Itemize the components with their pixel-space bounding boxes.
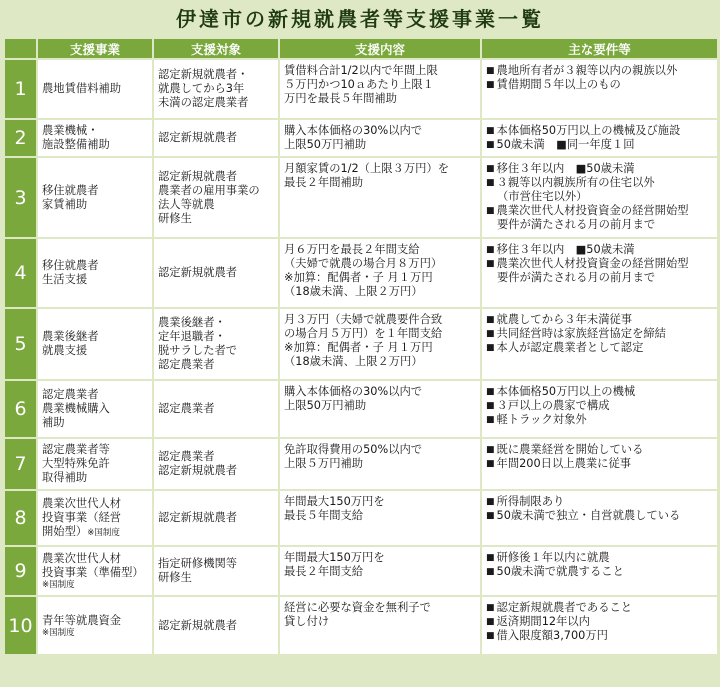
project-line: 農業後継者 [42, 330, 99, 343]
content-line: 上限50万円補助 [284, 138, 367, 151]
table-row [5, 158, 717, 237]
project-line: 農業機械購入 [42, 402, 110, 415]
target-line: 認定農業者 [158, 402, 215, 415]
national-note: ※国制度 [87, 527, 120, 538]
target-cell [154, 158, 278, 237]
requirement-item: ■ 所得制限あり [486, 495, 713, 509]
content-cell [280, 309, 480, 379]
content-line: 最長２年間支給 [284, 565, 364, 578]
project-cell [38, 491, 152, 545]
target-line: 就農してから3年 [158, 82, 245, 95]
header-target: 支援対象 [154, 39, 278, 58]
content-cell [280, 597, 480, 654]
requirement-item: ■ 就農してから３年未満従事 [486, 313, 713, 327]
row-number: 1 [5, 60, 36, 118]
target-cell [154, 60, 278, 118]
target-line: 脱サラした者で [158, 344, 238, 357]
target-cell [154, 547, 278, 595]
content-cell [280, 439, 480, 489]
project-cell [38, 158, 152, 237]
support-table [3, 37, 719, 656]
content-cell [280, 158, 480, 237]
target-line: 認定新規就農者 [158, 511, 238, 524]
table-row [5, 60, 717, 118]
requirement-item: ■ 既に農業経営を開始している [486, 443, 713, 457]
target-cell [154, 597, 278, 654]
project-line: 家賃補助 [42, 197, 88, 211]
table-row [5, 120, 717, 156]
target-line: 農業者の雇用事業の [158, 183, 260, 197]
content-line: 最長５年間支給 [284, 509, 364, 522]
project-line: 投資事業（経営 [42, 510, 122, 524]
project-line: 農業次世代人材 [42, 496, 122, 510]
project-line: 就農支援 [42, 344, 88, 357]
content-cell [280, 491, 480, 545]
table-row [5, 309, 717, 379]
requirements-cell [482, 309, 717, 379]
project-line: 農業機械・ [42, 124, 99, 137]
row-number: 2 [5, 120, 36, 156]
target-cell [154, 381, 278, 437]
requirements-cell [482, 120, 717, 156]
requirement-item: ■ 共同経営時は家族経営協定を締結 [486, 327, 713, 341]
target-line: 認定新規就農者 [158, 464, 238, 477]
requirement-item: ■ 農地所有者が３親等以内の親族以外 [486, 64, 713, 78]
requirement-item: ■ 借入限度額3,700万円 [486, 629, 713, 643]
content-line: 年間最大150万円を [284, 495, 385, 508]
header-row [5, 39, 717, 58]
target-line: 認定農業者 [158, 450, 215, 463]
project-line: 青年等就農資金 [42, 613, 122, 627]
row-number: 8 [5, 491, 36, 545]
requirements-cell [482, 239, 717, 307]
table-row [5, 239, 717, 307]
requirement-item: ■ 軽トラック対象外 [486, 413, 713, 427]
target-line: 認定新規就農者 [158, 131, 238, 144]
requirements-cell [482, 439, 717, 489]
row-number: 7 [5, 439, 36, 489]
project-cell [38, 120, 152, 156]
project-line: 大型特殊免許 [42, 457, 110, 470]
content-line: 年間最大150万円を [284, 551, 385, 564]
requirements-cell [482, 597, 717, 654]
content-line: 貸し付け [284, 615, 330, 628]
requirement-item: 要件が満たされる月の前月まで [497, 271, 656, 284]
requirements-cell [482, 60, 717, 118]
requirement-item: ■ 農業次世代人材投資資金の経営開始型 [486, 204, 713, 218]
row-number: 9 [5, 547, 36, 595]
target-line: 未満の認定農業者 [158, 96, 249, 109]
content-line: ※加算：配偶者・子 月１万円 [284, 271, 433, 284]
project-cell [38, 597, 152, 654]
table-row [5, 491, 717, 545]
project-line: 認定農業者等 [42, 443, 110, 456]
content-line: 免許取得費用の50%以内で [284, 443, 423, 456]
project-cell [38, 439, 152, 489]
row-number: 6 [5, 381, 36, 437]
content-line: 月６万円を最長２年間支給 [284, 243, 420, 256]
project-cell [38, 547, 152, 595]
target-cell [154, 309, 278, 379]
content-line: 月３万円（夫婦で就農要件合致 [284, 313, 443, 326]
row-number: 3 [5, 158, 36, 237]
header-requirements: 主な要件等 [482, 39, 717, 58]
table-body [5, 60, 717, 654]
project-line: 補助 [42, 416, 65, 429]
target-line: 認定新規就農者 [158, 169, 238, 183]
target-line: 認定新規就農者 [158, 618, 238, 632]
requirement-item: （市営住宅以外） [497, 190, 588, 203]
requirement-item: ■ 農業次世代人材投資資金の経営開始型 [486, 257, 713, 271]
row-number: 5 [5, 309, 36, 379]
table-row [5, 439, 717, 489]
requirement-item: ■ 移住３年以内 ■50歳未満 [486, 243, 713, 257]
content-cell [280, 120, 480, 156]
requirement-item: ■ 年間200日以上農業に従事 [486, 457, 713, 471]
content-line: 上限50万円補助 [284, 399, 367, 412]
requirement-item: ■ 本体価格50万円以上の機械 [486, 385, 713, 399]
requirement-item: ■ ３親等以内親族所有の住宅以外 [486, 176, 713, 190]
header-content: 支援内容 [280, 39, 480, 58]
target-line: 認定農業者 [158, 358, 215, 371]
target-cell [154, 239, 278, 307]
requirement-item: ■ ３戸以上の農家で構成 [486, 399, 713, 413]
target-cell [154, 439, 278, 489]
national-note: ※国制度 [42, 627, 75, 638]
requirements-cell [482, 158, 717, 237]
project-line: 農地賃借料補助 [42, 82, 122, 95]
target-cell [154, 491, 278, 545]
requirement-item: ■ 50歳未満で独立・自営就農している [486, 509, 713, 523]
project-line: 開始型）※国制度 [42, 524, 120, 538]
page-title: 伊達市の新規就農者等支援事業一覧 [176, 7, 544, 31]
content-line: （18歳未満、上限２万円） [284, 285, 423, 298]
requirement-item: ■ 本体価格50万円以上の機械及び施設 [486, 124, 713, 138]
project-line: 取得補助 [42, 471, 88, 484]
content-cell [280, 547, 480, 595]
project-cell [38, 309, 152, 379]
requirements-cell [482, 491, 717, 545]
requirement-item: ■ 50歳未満 ■同一年度１回 [486, 138, 713, 152]
requirement-item: ■ 認定新規就農者であること [486, 601, 713, 615]
project-line: 移住就農者 [42, 183, 99, 197]
project-cell [38, 239, 152, 307]
content-line: （夫婦で就農の場合月８万円） [284, 257, 443, 270]
content-line: 経営に必要な資金を無利子で [284, 601, 431, 614]
target-line: 認定新規就農者 [158, 266, 238, 279]
row-number: 10 [5, 597, 36, 654]
project-line: 移住就農者 [42, 259, 99, 272]
content-line: ※加算：配偶者・子 月１万円 [284, 341, 433, 354]
content-line: ５万円かつ10ａあたり上限１ [284, 78, 434, 91]
content-line: 購入本体価格の30%以内で [284, 124, 423, 137]
content-line: 賃借料合計1/2以内で年間上限 [284, 64, 438, 77]
row-number: 4 [5, 239, 36, 307]
requirements-cell [482, 547, 717, 595]
project-cell [38, 60, 152, 118]
target-line: 農業後継者・ [158, 316, 226, 329]
project-cell [38, 381, 152, 437]
content-line: 最長２年間補助 [284, 176, 364, 189]
project-line: 認定農業者 [42, 388, 99, 401]
header-project: 支援事業 [38, 39, 152, 58]
content-line: 上限５万円補助 [284, 457, 364, 470]
target-line: 研修生 [158, 211, 192, 225]
target-line: 指定研修機関等 [158, 557, 238, 570]
table-row [5, 547, 717, 595]
requirement-item: ■ 返済期間12年以内 [486, 615, 713, 629]
content-line: （18歳未満、上限２万円） [284, 355, 423, 368]
requirement-item: ■ 移住３年以内 ■50歳未満 [486, 162, 713, 176]
project-line: 投資事業（準備型） [42, 566, 144, 579]
target-line: 研修生 [158, 571, 192, 584]
content-line: 月額家賃の1/2（上限３万円）を [284, 162, 450, 175]
project-line: 生活支援 [42, 273, 88, 286]
header-corner [5, 39, 36, 58]
requirement-item: ■ 50歳未満で就農すること [486, 565, 713, 579]
requirement-item: ■ 賃借期間５年以上のもの [486, 78, 713, 92]
target-line: 法人等就農 [158, 197, 215, 211]
content-cell [280, 381, 480, 437]
target-line: 定年退職者・ [158, 330, 226, 343]
requirement-item: ■ 本人が認定農業者として認定 [486, 341, 713, 355]
content-line: 購入本体価格の30%以内で [284, 385, 423, 398]
table-row [5, 381, 717, 437]
requirement-item: ■ 研修後１年以内に就農 [486, 551, 713, 565]
target-cell [154, 120, 278, 156]
content-line: の場合月５万円）を１年間支給 [284, 327, 443, 340]
content-line: 万円を最長５年間補助 [284, 92, 397, 105]
requirements-cell [482, 381, 717, 437]
table-row [5, 597, 717, 654]
content-cell [280, 60, 480, 118]
project-line: 農業次世代人材 [42, 552, 122, 565]
requirement-item: 要件が満たされる月の前月まで [497, 218, 656, 231]
target-line: 認定新規就農者・ [158, 68, 249, 81]
national-note: ※国制度 [42, 580, 75, 590]
content-cell [280, 239, 480, 307]
project-line: 施設整備補助 [42, 138, 110, 151]
